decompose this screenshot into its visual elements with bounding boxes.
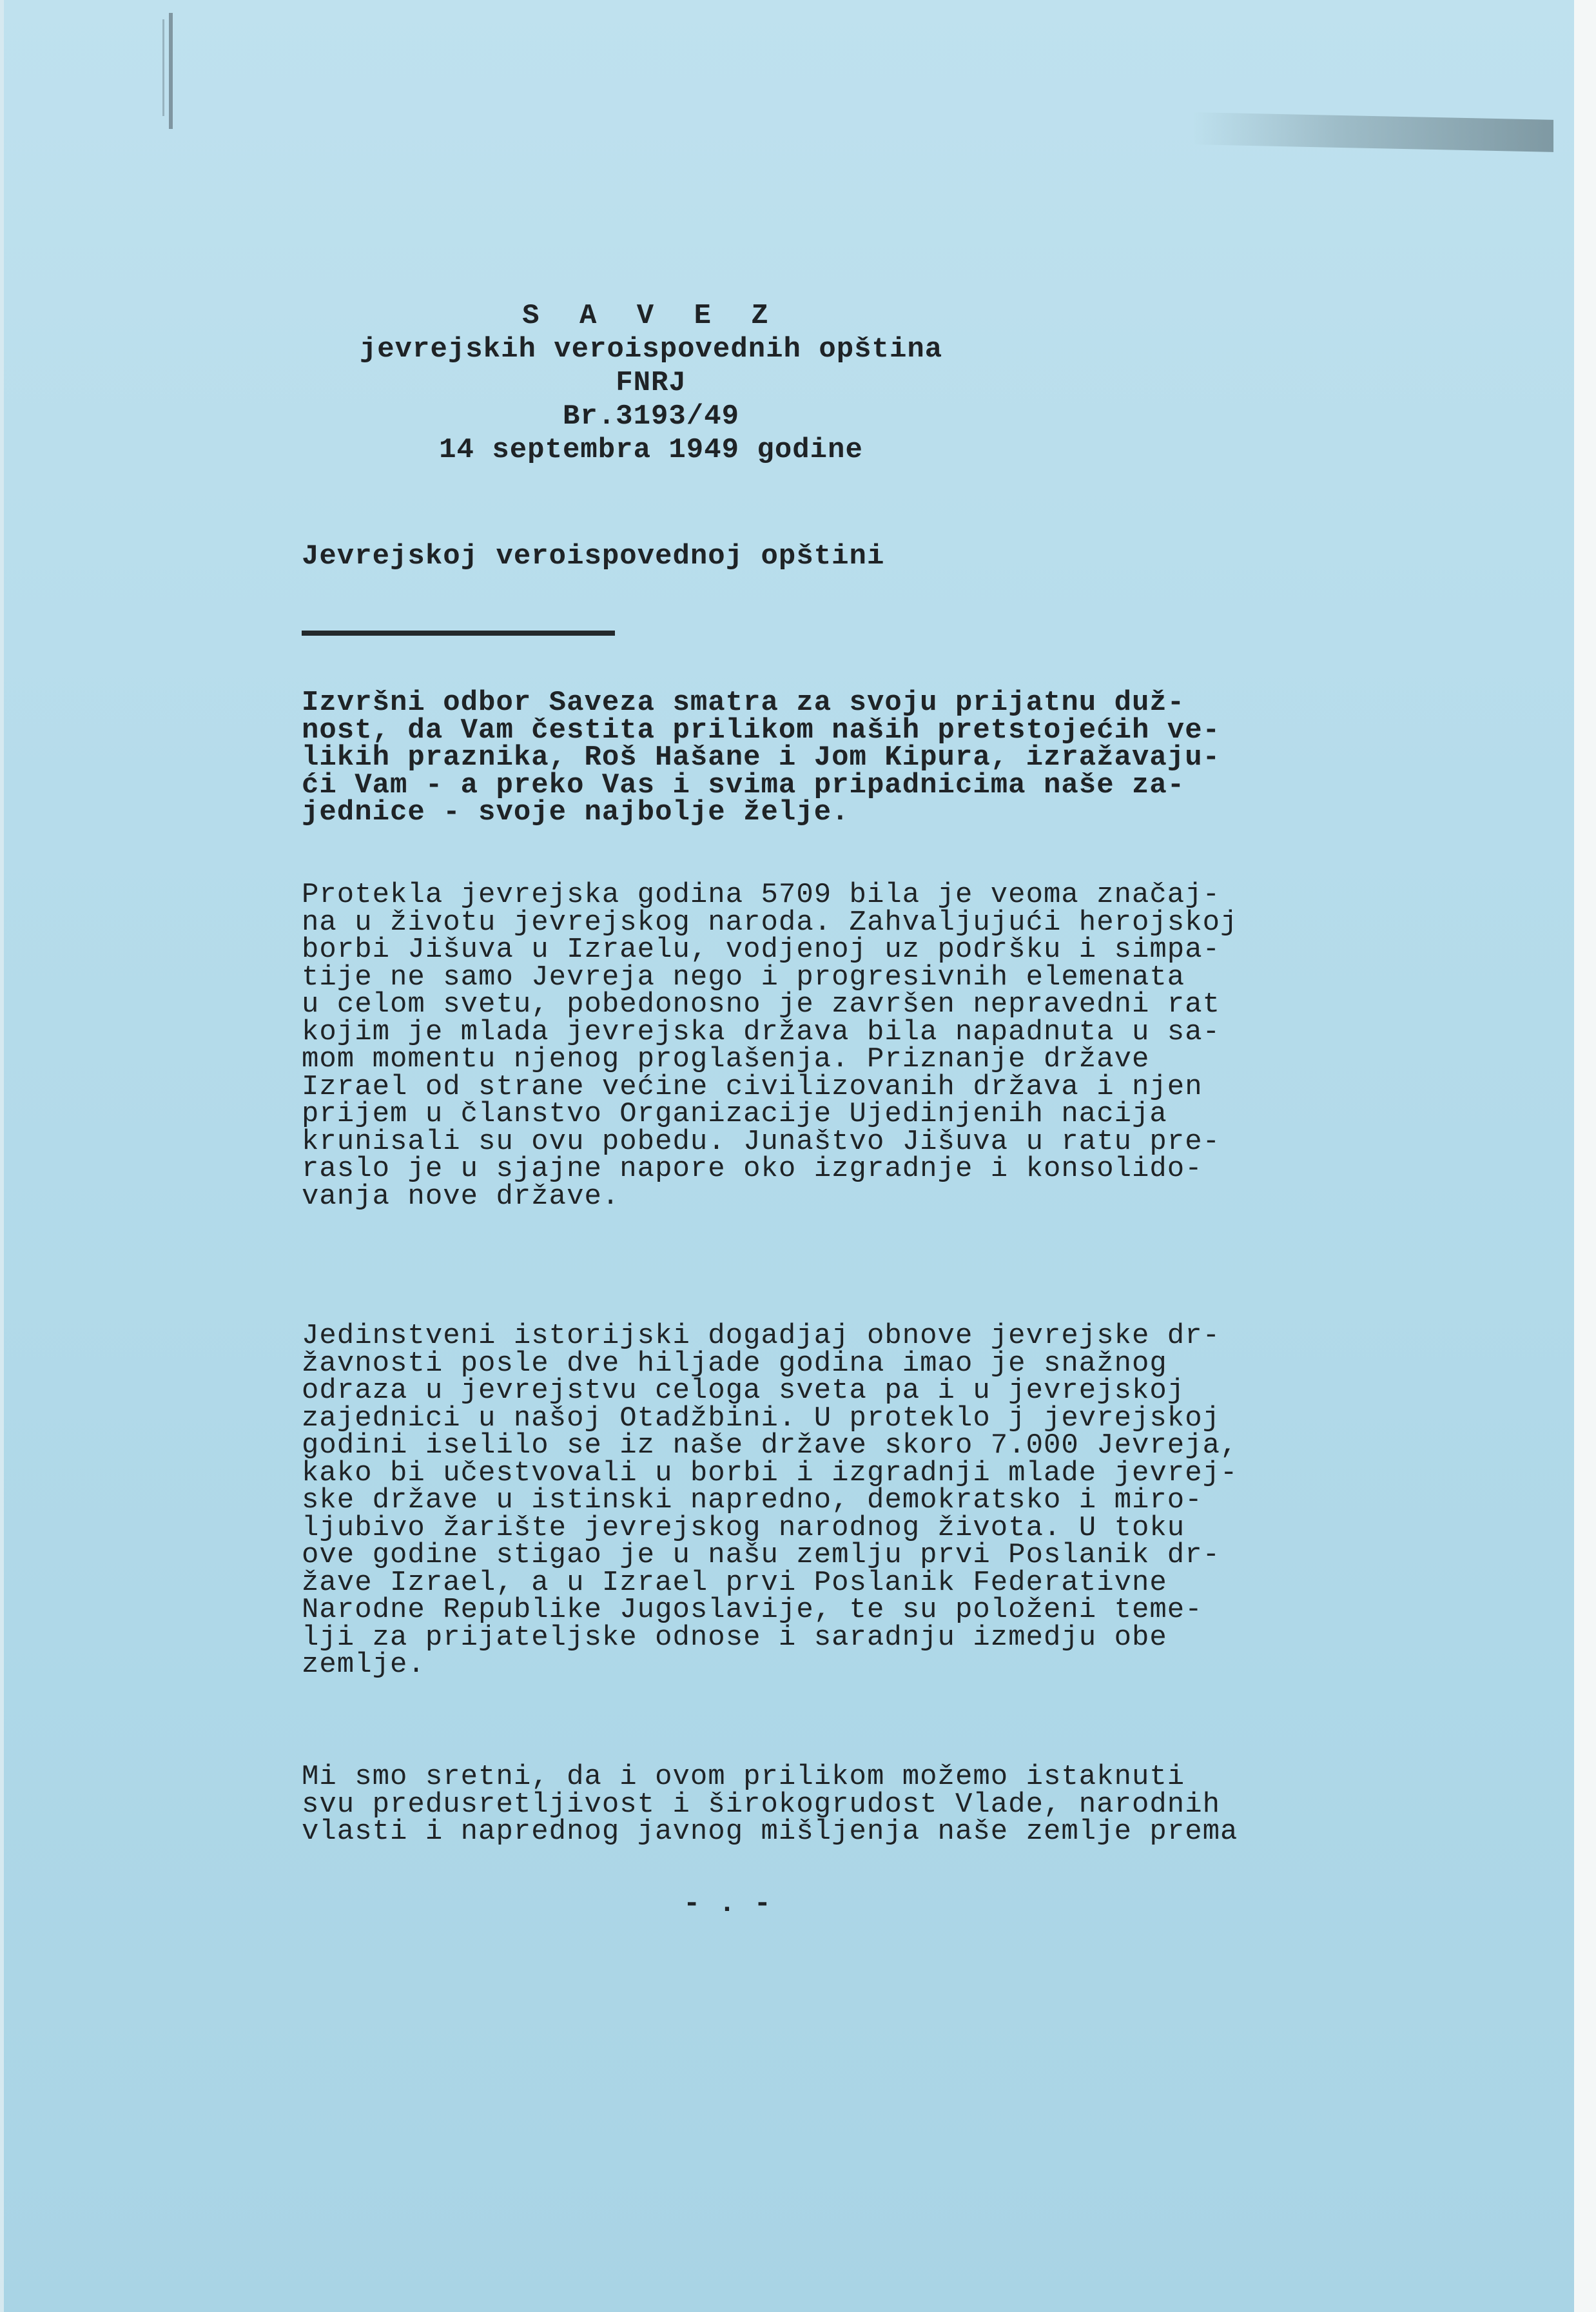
text-line: ljubivo žarište jevrejskog narodnog života. U toku: [302, 1511, 1185, 1544]
text-line: Jedinstveni istorijski dogadjaj obnove jevrejske dr-: [302, 1320, 1221, 1352]
text-line: odraza u jevrejstvu celoga sveta pa i u jevrejskoj: [302, 1375, 1185, 1407]
paragraph-statehood: [302, 1320, 1346, 1681]
letterhead-country: FNRJ: [616, 367, 686, 399]
paragraph-past-year: [302, 879, 1346, 1213]
addressee: Jevrejskoj veroispovednoj opštini: [302, 540, 885, 573]
page-continuation-marker: - . -: [683, 1888, 772, 1920]
text-line: svu predusretljivost i širokogrudost Vlade, narodnih: [302, 1788, 1221, 1821]
text-line: zemlje.: [302, 1649, 425, 1681]
text-line: u celom svetu, pobedonosno je završen nepravedni rat: [302, 988, 1221, 1021]
text-line: krunisali su ovu pobedu. Junaštvo Jišuva u ratu pre-: [302, 1125, 1221, 1158]
text-line: godini iselilo se iz naše države skoro 7.000 Jevreja,: [302, 1429, 1238, 1462]
text-line: ći Vam - a preko Vas i svima pripadnicima naše za-: [302, 769, 1185, 801]
text-line: jednice - svoje najbolje želje.: [302, 796, 850, 828]
text-line: tije ne samo Jevreja nego i progresivnih elemenata: [302, 961, 1185, 994]
letterhead: [297, 300, 1006, 467]
text-line: prijem u članstvo Organizacije Ujedinjenih nacija: [302, 1098, 1167, 1130]
text-line: Izvršni odbor Saveza smatra za svoju prijatnu duž-: [302, 687, 1185, 719]
text-line: vlasti i naprednog javnog mišljenja naše zemlje prema: [302, 1816, 1238, 1848]
text-line: Izrael od strane većine civilizovanih država i njen: [302, 1070, 1203, 1103]
text-line: kako bi učestvovali u borbi i izgradnji mlade jevrej-: [302, 1456, 1238, 1489]
paragraph-gratitude: [302, 1761, 1346, 1848]
text-line: kojim je mlada jevrejska država bila napadnuta u sa-: [302, 1015, 1221, 1048]
text-line: Mi smo sretni, da i ovom prilikom možemo istaknuti: [302, 1761, 1185, 1793]
reference-number: Br.3193/49: [562, 400, 740, 433]
text-line: na u životu jevrejskog naroda. Zahvaljujući herojskoj: [302, 906, 1238, 939]
text-line: Protekla jevrejska godina 5709 bila je veoma značaj-: [302, 879, 1221, 911]
text-line: mom momentu njenog proglašenja. Priznanje države: [302, 1043, 1150, 1075]
letter-date: 14 septembra 1949 godine: [439, 434, 863, 466]
text-line: nost, da Vam čestita prilikom naših pretstojećih ve-: [302, 714, 1221, 747]
text-line: vanja nove države.: [302, 1180, 620, 1213]
text-line: ske države u istinski napredno, demokratsko i miro-: [302, 1484, 1203, 1516]
text-line: likih praznika, Roš Hašane i Jom Kipura, izražavaju-: [302, 741, 1221, 774]
paragraph-greeting: [302, 687, 1346, 828]
text-line: raslo je u sjajne napore oko izgradnje i konsolido-: [302, 1153, 1203, 1185]
text-line: žavnosti posle dve hiljade godina imao je snažnog: [302, 1347, 1167, 1380]
text-line: zajednici u našoj Otadžbini. U proteklo j jevrejskoj: [302, 1402, 1221, 1435]
text-line: ove godine stigao je u našu zemlju prvi Poslanik dr-: [302, 1539, 1221, 1571]
letterhead-org: S A V E Z: [522, 300, 780, 332]
text-line: žave Izrael, a u Izrael prvi Poslanik Federativne: [302, 1566, 1167, 1599]
letterhead-org-full: jevrejskih veroispovednih opština: [359, 333, 943, 366]
addressee-underline: [302, 631, 615, 636]
text-line: Narodne Republike Jugoslavije, te su položeni teme-: [302, 1594, 1203, 1626]
text-line: lji za prijateljske odnose i saradnju izmedju obe: [302, 1621, 1167, 1654]
text-line: borbi Jišuva u Izraelu, vodjenoj uz podršku i simpa-: [302, 934, 1221, 966]
